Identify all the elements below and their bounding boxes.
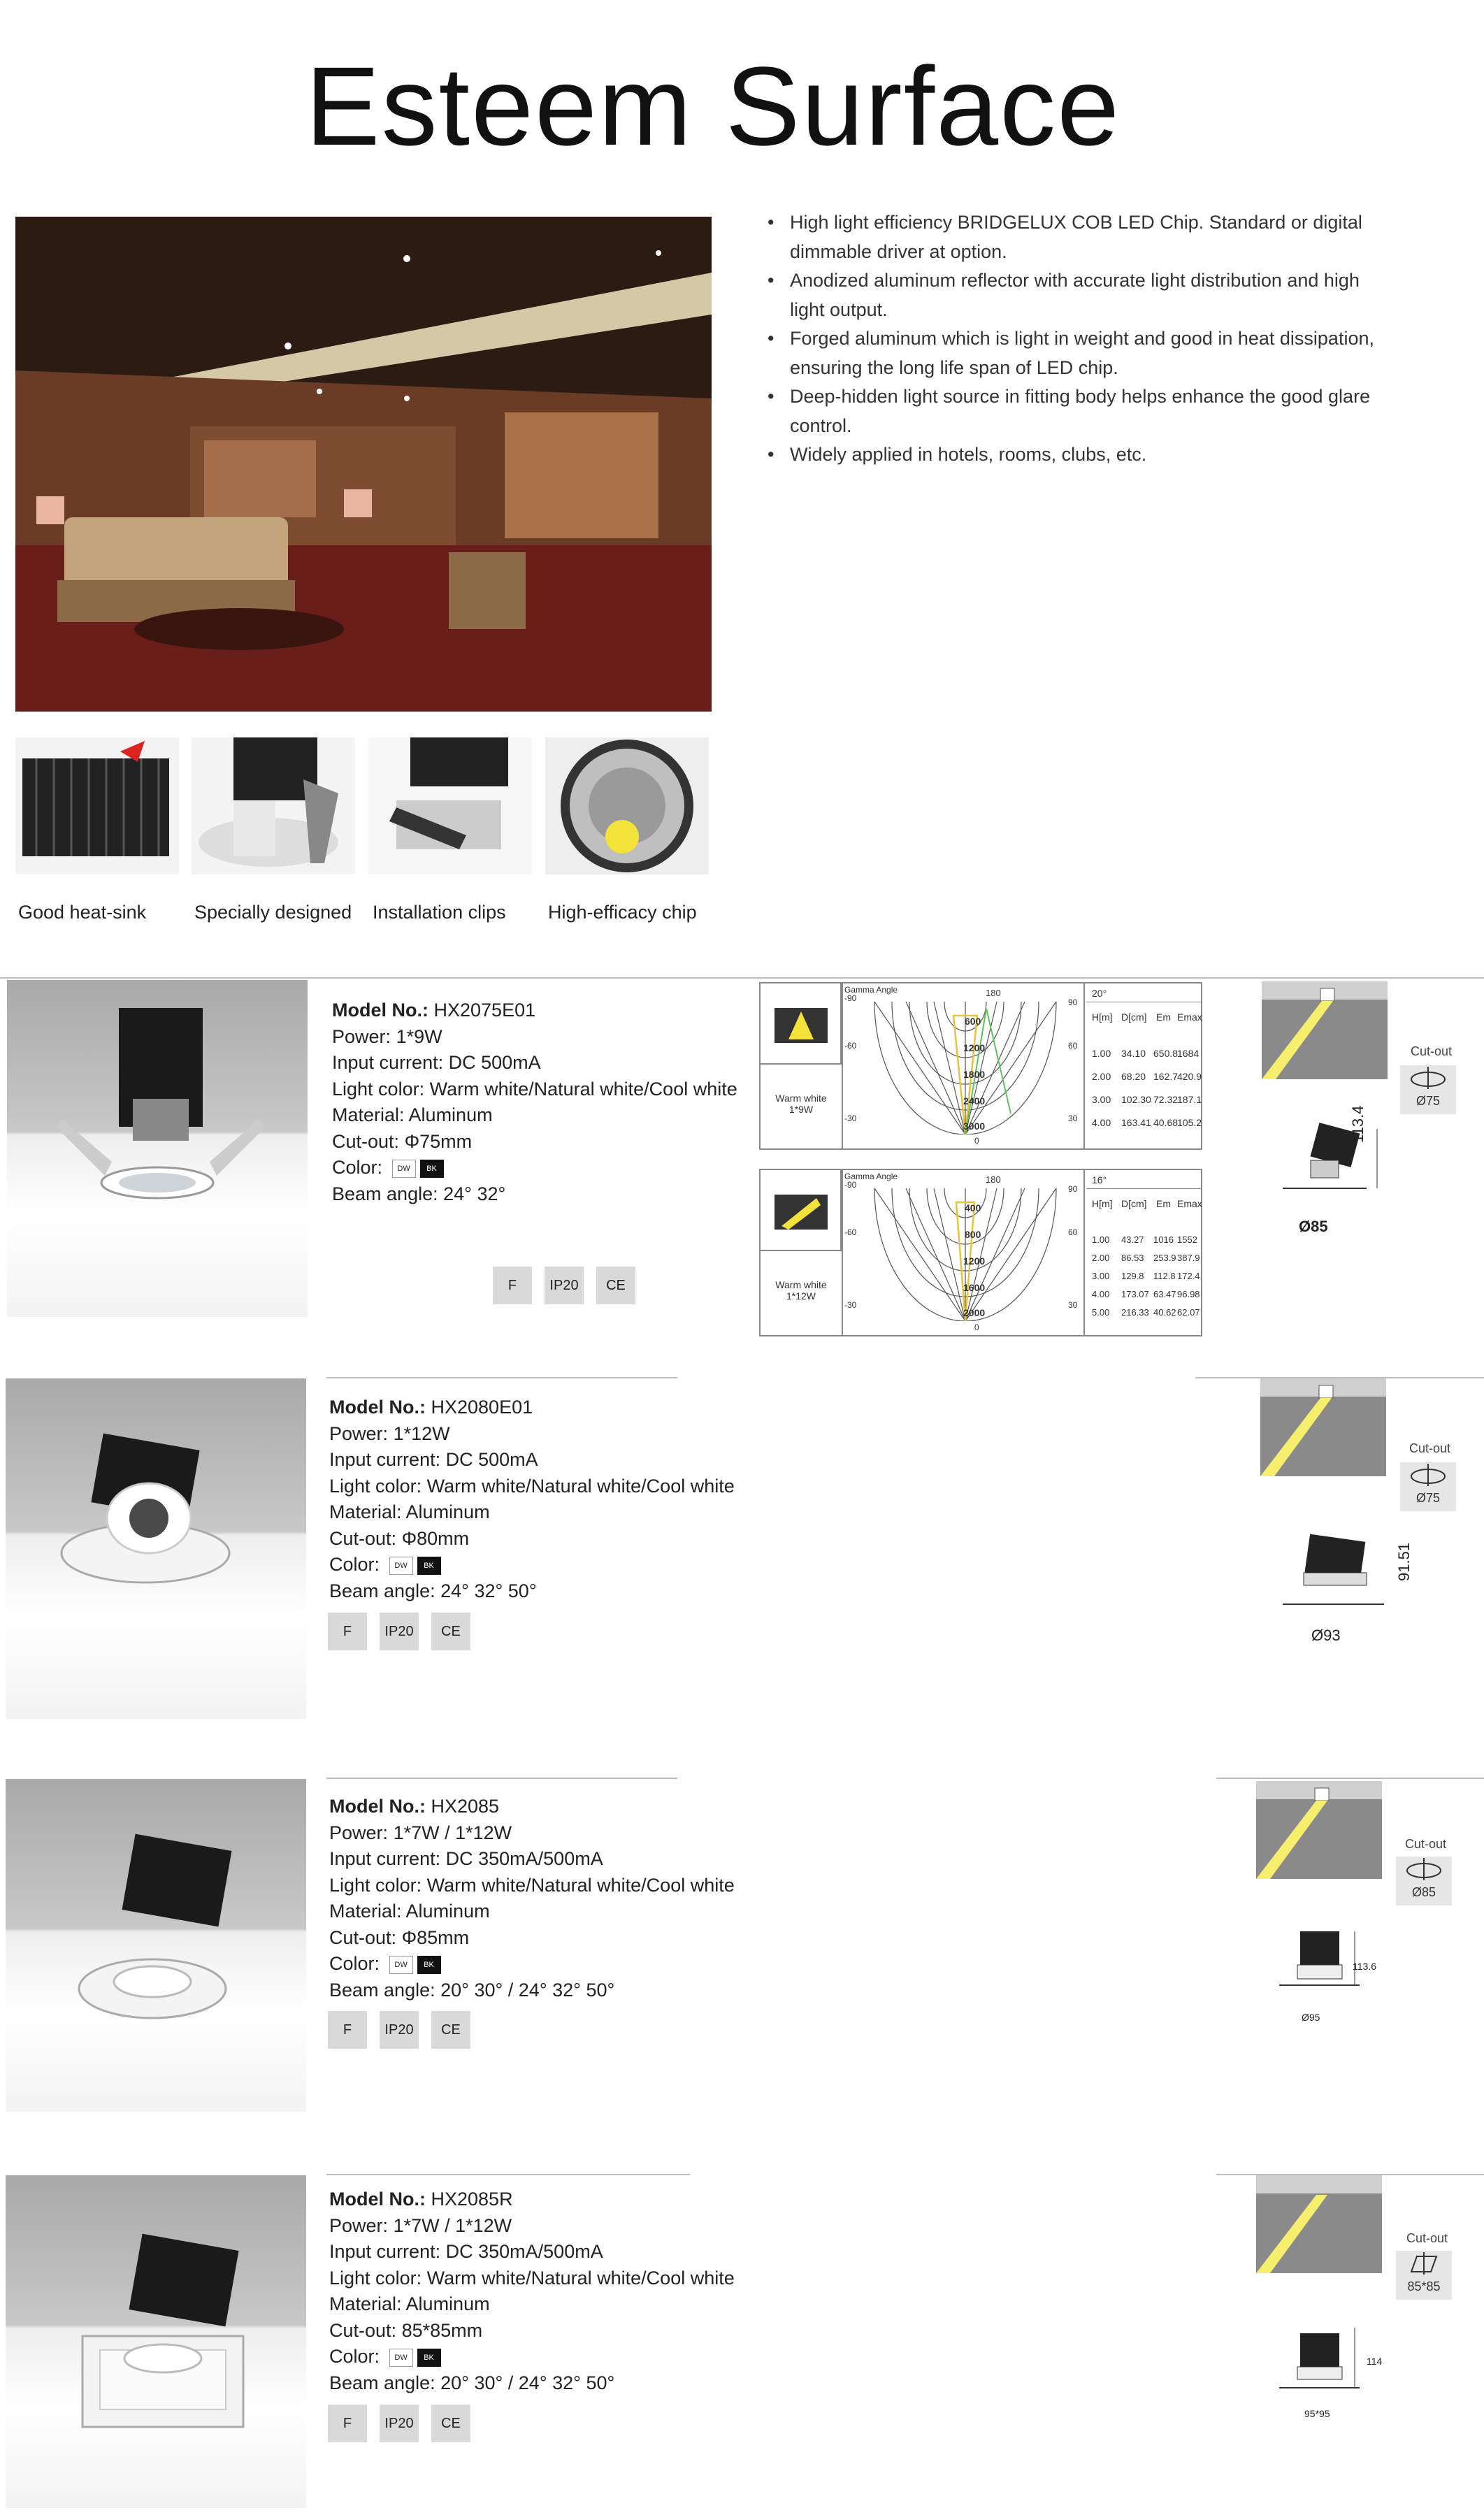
dimension-width: Ø93 — [1311, 1627, 1341, 1644]
spec-label: Model No.: — [329, 1796, 426, 1817]
product-photo — [6, 1779, 306, 2112]
table-cell: 86.53 — [1121, 1253, 1144, 1263]
spec-label: Input current: — [329, 2241, 441, 2262]
thumb-caption: Installation clips — [373, 902, 506, 923]
spec-label: Beam angle: — [329, 1580, 435, 1601]
spec-label: Cut-out: — [332, 1130, 400, 1152]
polar-gamma-label: Gamma Angle — [844, 985, 898, 995]
room-illustration — [15, 217, 712, 712]
cutout-symbol — [1396, 2251, 1452, 2300]
spec-label: Color: — [329, 2346, 380, 2367]
model-number: HX2085R — [431, 2189, 513, 2210]
beam-value: 20° 30° / 24° 32° 50° — [440, 2372, 615, 2393]
current-value: DC 350mA/500mA — [445, 1848, 603, 1869]
section-divider — [326, 1778, 677, 1779]
polar-gamma-label: Gamma Angle — [844, 1172, 898, 1181]
spec-block — [329, 1395, 735, 1604]
polar-ring-label: 1800 — [963, 1069, 986, 1080]
table-cell: 112.8 — [1153, 1271, 1176, 1281]
polar-ring-label: 2400 — [963, 1095, 986, 1107]
spec-label: Material: — [329, 2293, 402, 2314]
spec-label: Cut-out: — [329, 1926, 397, 1948]
color-swatch-bk: BK — [417, 1557, 441, 1575]
power-value: 1*7W / 1*12W — [393, 2214, 512, 2236]
section-divider — [1216, 1778, 1484, 1779]
table-cell: 253.9 — [1153, 1253, 1176, 1263]
material-value: Aluminum — [405, 2293, 490, 2314]
table-cell: 2.00 — [1092, 1253, 1110, 1263]
material-value: Aluminum — [405, 1901, 490, 1922]
power-value: 1*12W — [393, 1422, 450, 1444]
feature-list — [768, 208, 1397, 470]
beam-value: 20° 30° / 24° 32° 50° — [440, 1979, 615, 2001]
thumb-caption: Good heat-sink — [18, 902, 147, 923]
cutout-symbol-value: Ø85 — [1411, 1885, 1436, 1899]
spec-label: Cut-out: — [329, 2319, 397, 2341]
beam-value: 24° 32° — [443, 1183, 506, 1204]
table-cell: 3.00 — [1092, 1271, 1110, 1281]
cutout-symbol — [1396, 1857, 1452, 1905]
table-cell: 34.10 — [1121, 1048, 1146, 1059]
dimension-height: 113.6 — [1353, 1961, 1376, 1972]
ip20-badge: IP20 — [545, 1267, 584, 1304]
table-cell: 4.00 — [1092, 1289, 1110, 1299]
spec-label: Light color: — [332, 1078, 425, 1100]
polar-ring-label: 800 — [965, 1229, 981, 1240]
color-swatch-dw: DW — [392, 1160, 416, 1178]
polar-angle-label: -30 — [844, 1300, 857, 1310]
table-cell: 163.41 — [1121, 1117, 1151, 1128]
spec-label: Beam angle: — [332, 1183, 438, 1204]
current-value: DC 350mA/500mA — [445, 2241, 603, 2262]
beam-icon — [761, 1170, 842, 1251]
polar-angle-label: 0 — [974, 1323, 979, 1332]
illuminance-table — [1086, 983, 1201, 1148]
polar-angle-label: -90 — [844, 993, 857, 1003]
feature-item: • Widely applied in hotels, rooms, clubs, etc. — [768, 440, 1397, 470]
dimension-drawing — [1272, 2321, 1370, 2405]
table-cell: 1.00 — [1092, 1048, 1111, 1059]
table-header: D[cm] — [1121, 1198, 1147, 1209]
product-photo — [7, 980, 308, 1317]
model-number: HX2085 — [431, 1796, 500, 1817]
table-cell: 62.07 — [1177, 1307, 1200, 1318]
ip20-badge: IP20 — [380, 2011, 419, 2049]
model-number: HX2075E01 — [433, 1000, 536, 1021]
table-cell: 68.20 — [1121, 1071, 1146, 1082]
hero-room-photo — [15, 217, 712, 712]
dimension-width: Ø85 — [1299, 1218, 1328, 1235]
model-number: HX2080E01 — [431, 1397, 533, 1418]
table-cell: 43.27 — [1121, 1234, 1144, 1245]
install-diagram — [1260, 1378, 1386, 1476]
polar-chart — [842, 1170, 1085, 1335]
install-diagram — [1256, 2175, 1382, 2273]
cutout-symbol-value: Ø75 — [1415, 1491, 1441, 1505]
dimension-height: 113.4 — [1349, 1105, 1367, 1143]
section-divider — [0, 977, 1484, 979]
polar-angle-label: -60 — [844, 1041, 857, 1051]
color-swatch-dw: DW — [389, 2349, 413, 2367]
cutout-label: Cut-out — [1406, 2231, 1448, 2245]
illuminance-table — [1086, 1170, 1201, 1335]
photometric-label: Warm white 1*12W — [775, 1279, 827, 1302]
table-cell: 96.98 — [1177, 1289, 1200, 1299]
table-cell: 4.00 — [1092, 1117, 1111, 1128]
spec-label: Color: — [332, 1157, 383, 1178]
cutout-symbol — [1400, 1065, 1456, 1114]
table-header: H[m] — [1092, 1198, 1113, 1209]
color-swatch-bk: BK — [420, 1160, 444, 1178]
table-cell: 1684 — [1177, 1048, 1200, 1059]
spec-label: Power: — [329, 1822, 389, 1843]
cutout-value: Φ85mm — [401, 1926, 470, 1948]
polar-ring-label: 1200 — [963, 1042, 986, 1053]
table-cell: 420.9 — [1177, 1071, 1202, 1082]
spec-label: Color: — [329, 1953, 380, 1974]
table-header: Em — [1156, 1011, 1171, 1023]
table-cell: 1016 — [1153, 1234, 1174, 1245]
photometric-table — [759, 982, 1202, 1150]
cutout-label: Cut-out — [1405, 1837, 1447, 1851]
table-header: D[cm] — [1121, 1011, 1147, 1023]
spec-label: Material: — [332, 1104, 405, 1125]
table-cell: 72.32 — [1153, 1094, 1179, 1105]
ce-mark-icon: CE — [431, 2405, 470, 2442]
table-header: Emax — [1177, 1198, 1202, 1209]
heat-sink-photo — [15, 737, 179, 874]
table-header: H[m] — [1092, 1011, 1113, 1023]
beam-angle-value: 16° — [1092, 1174, 1107, 1186]
dimension-width: 95*95 — [1304, 2408, 1330, 2419]
cutout-symbol — [1400, 1462, 1456, 1511]
polar-ring-label: 1600 — [963, 1282, 986, 1293]
cutout-value: 85*85mm — [401, 2319, 483, 2341]
polar-angle-label: -30 — [844, 1114, 857, 1123]
ip20-badge: IP20 — [380, 2405, 419, 2442]
ip20-badge: IP20 — [380, 1613, 419, 1650]
feature-item: • High light efficiency BRIDGELUX COB LED Chip. Standard or digital dimmable driver at option. — [768, 208, 1397, 266]
product-photo — [6, 1378, 306, 1719]
polar-ring-label: 1200 — [963, 1255, 986, 1267]
spec-label: Input current: — [329, 1848, 441, 1869]
color-swatch-dw: DW — [389, 1956, 413, 1974]
table-cell: 1552 — [1177, 1234, 1197, 1245]
section-divider — [326, 2174, 690, 2175]
cutout-value: Φ75mm — [404, 1130, 473, 1152]
ce-mark-icon: CE — [431, 1613, 470, 1650]
current-value: DC 500mA — [445, 1449, 538, 1470]
light-color-value: Warm white/Natural white/Cool white — [426, 2267, 735, 2289]
table-cell: 387.9 — [1177, 1253, 1200, 1263]
page-title: Esteem Surface — [305, 43, 1121, 168]
polar-angle-label: 90 — [1068, 997, 1078, 1007]
spec-label: Beam angle: — [329, 2372, 435, 2393]
light-color-value: Warm white/Natural white/Cool white — [429, 1078, 737, 1100]
spec-label: Material: — [329, 1501, 402, 1522]
beam-value: 24° 32° 50° — [440, 1580, 537, 1601]
polar-angle-label: 0 — [974, 1136, 979, 1146]
product-photo — [6, 2175, 306, 2508]
cert-row — [328, 2405, 470, 2442]
dimension-width: Ø95 — [1302, 2012, 1320, 2023]
cutout-value: Φ80mm — [401, 1527, 470, 1549]
table-cell: 102.30 — [1121, 1094, 1151, 1105]
install-diagram — [1256, 1781, 1382, 1879]
polar-ring-label: 400 — [965, 1202, 981, 1213]
ce-mark-icon: CE — [596, 1267, 635, 1304]
polar-angle-label: 60 — [1068, 1227, 1078, 1237]
table-cell: 216.33 — [1121, 1307, 1149, 1318]
table-cell: 1.00 — [1092, 1234, 1110, 1245]
cutout-symbol-value: Ø75 — [1415, 1094, 1441, 1108]
color-swatch-dw: DW — [389, 1557, 413, 1575]
spec-label: Light color: — [329, 2267, 422, 2289]
cert-row — [493, 1267, 635, 1304]
polar-chart — [842, 983, 1085, 1148]
photometric-table — [759, 1169, 1202, 1336]
spec-label: Model No.: — [332, 1000, 428, 1021]
table-header: Emax — [1177, 1011, 1202, 1023]
table-cell: 129.8 — [1121, 1271, 1144, 1281]
polar-angle-label: 180 — [986, 1174, 1001, 1185]
table-cell: 3.00 — [1092, 1094, 1111, 1105]
spec-label: Light color: — [329, 1874, 422, 1896]
cutout-label: Cut-out — [1409, 1441, 1451, 1455]
polar-angle-label: 30 — [1068, 1300, 1078, 1310]
beam-angle-value: 20° — [1092, 988, 1107, 999]
power-value: 1*9W — [396, 1025, 442, 1047]
polar-ring-label: 2000 — [963, 1307, 986, 1318]
spec-label: Beam angle: — [329, 1979, 435, 2001]
table-cell: 105.2 — [1177, 1117, 1202, 1128]
current-value: DC 500mA — [448, 1052, 541, 1073]
installation-clips-photo — [368, 737, 532, 874]
dimension-drawing — [1279, 1527, 1391, 1611]
thumb-caption: High-efficacy chip — [548, 902, 697, 923]
polar-angle-label: 90 — [1068, 1184, 1078, 1194]
f-mark-icon: F — [328, 2011, 367, 2049]
spec-block — [329, 2186, 735, 2396]
table-cell: 63.47 — [1153, 1289, 1176, 1299]
polar-angle-label: -60 — [844, 1227, 857, 1237]
spec-label: Power: — [332, 1025, 391, 1047]
table-cell: 187.1 — [1177, 1094, 1202, 1105]
table-cell: 2.00 — [1092, 1071, 1111, 1082]
section-divider — [326, 1377, 677, 1378]
spec-label: Power: — [329, 2214, 389, 2236]
cert-row — [328, 2011, 470, 2049]
table-header: Em — [1156, 1198, 1171, 1209]
spec-label: Material: — [329, 1901, 402, 1922]
clip-design-photo — [192, 737, 355, 874]
dimension-height: 91.51 — [1395, 1542, 1413, 1581]
table-cell: 172.4 — [1177, 1271, 1200, 1281]
dimension-drawing — [1276, 1122, 1388, 1213]
light-color-value: Warm white/Natural white/Cool white — [426, 1874, 735, 1896]
polar-ring-label: 3000 — [963, 1120, 986, 1132]
table-cell: 40.62 — [1153, 1307, 1176, 1318]
table-cell: 40.68 — [1153, 1117, 1179, 1128]
color-swatch-bk: BK — [417, 1956, 441, 1974]
f-mark-icon: F — [328, 2405, 367, 2442]
spec-label: Color: — [329, 1554, 380, 1575]
spec-label: Model No.: — [329, 2189, 426, 2210]
spec-block — [332, 997, 737, 1207]
table-cell: 5.00 — [1092, 1307, 1110, 1318]
spec-block — [329, 1794, 735, 2003]
cutout-symbol-value: 85*85 — [1407, 2279, 1441, 2293]
polar-ring-label: 600 — [965, 1016, 981, 1027]
power-value: 1*7W / 1*12W — [393, 1822, 512, 1843]
spec-label: Model No.: — [329, 1397, 426, 1418]
polar-angle-label: 180 — [986, 988, 1001, 998]
thumb-caption: Specially designed — [194, 902, 352, 923]
spec-label: Cut-out: — [329, 1527, 397, 1549]
polar-angle-label: 60 — [1068, 1041, 1078, 1051]
polar-angle-label: -90 — [844, 1180, 857, 1190]
material-value: Aluminum — [408, 1104, 493, 1125]
spec-label: Input current: — [329, 1449, 441, 1470]
spec-label: Input current: — [332, 1052, 444, 1073]
spec-label: Power: — [329, 1422, 389, 1444]
feature-item: • Forged aluminum which is light in weight and good in heat dissipation, ensuring the long life span of LED chip. — [768, 324, 1397, 382]
ce-mark-icon: CE — [431, 2011, 470, 2049]
cert-row — [328, 1613, 470, 1650]
cob-chip-photo — [545, 737, 709, 874]
f-mark-icon: F — [493, 1267, 532, 1304]
feature-item: • Anodized aluminum reflector with accurate light distribution and high light output. — [768, 266, 1397, 324]
feature-item: • Deep-hidden light source in fitting body helps enhance the good glare control. — [768, 382, 1397, 440]
polar-angle-label: 30 — [1068, 1114, 1078, 1123]
table-cell: 650.8 — [1153, 1048, 1179, 1059]
dimension-height: 114 — [1367, 2356, 1383, 2367]
table-cell: 173.07 — [1121, 1289, 1149, 1299]
f-mark-icon: F — [328, 1613, 367, 1650]
light-color-value: Warm white/Natural white/Cool white — [426, 1475, 735, 1497]
cutout-label: Cut-out — [1411, 1044, 1453, 1058]
table-cell: 162.7 — [1153, 1071, 1179, 1082]
beam-icon — [761, 983, 842, 1065]
install-diagram — [1262, 981, 1388, 1079]
photometric-label: Warm white 1*9W — [775, 1093, 827, 1115]
material-value: Aluminum — [405, 1501, 490, 1522]
color-swatch-bk: BK — [417, 2349, 441, 2367]
spec-label: Light color: — [329, 1475, 422, 1497]
